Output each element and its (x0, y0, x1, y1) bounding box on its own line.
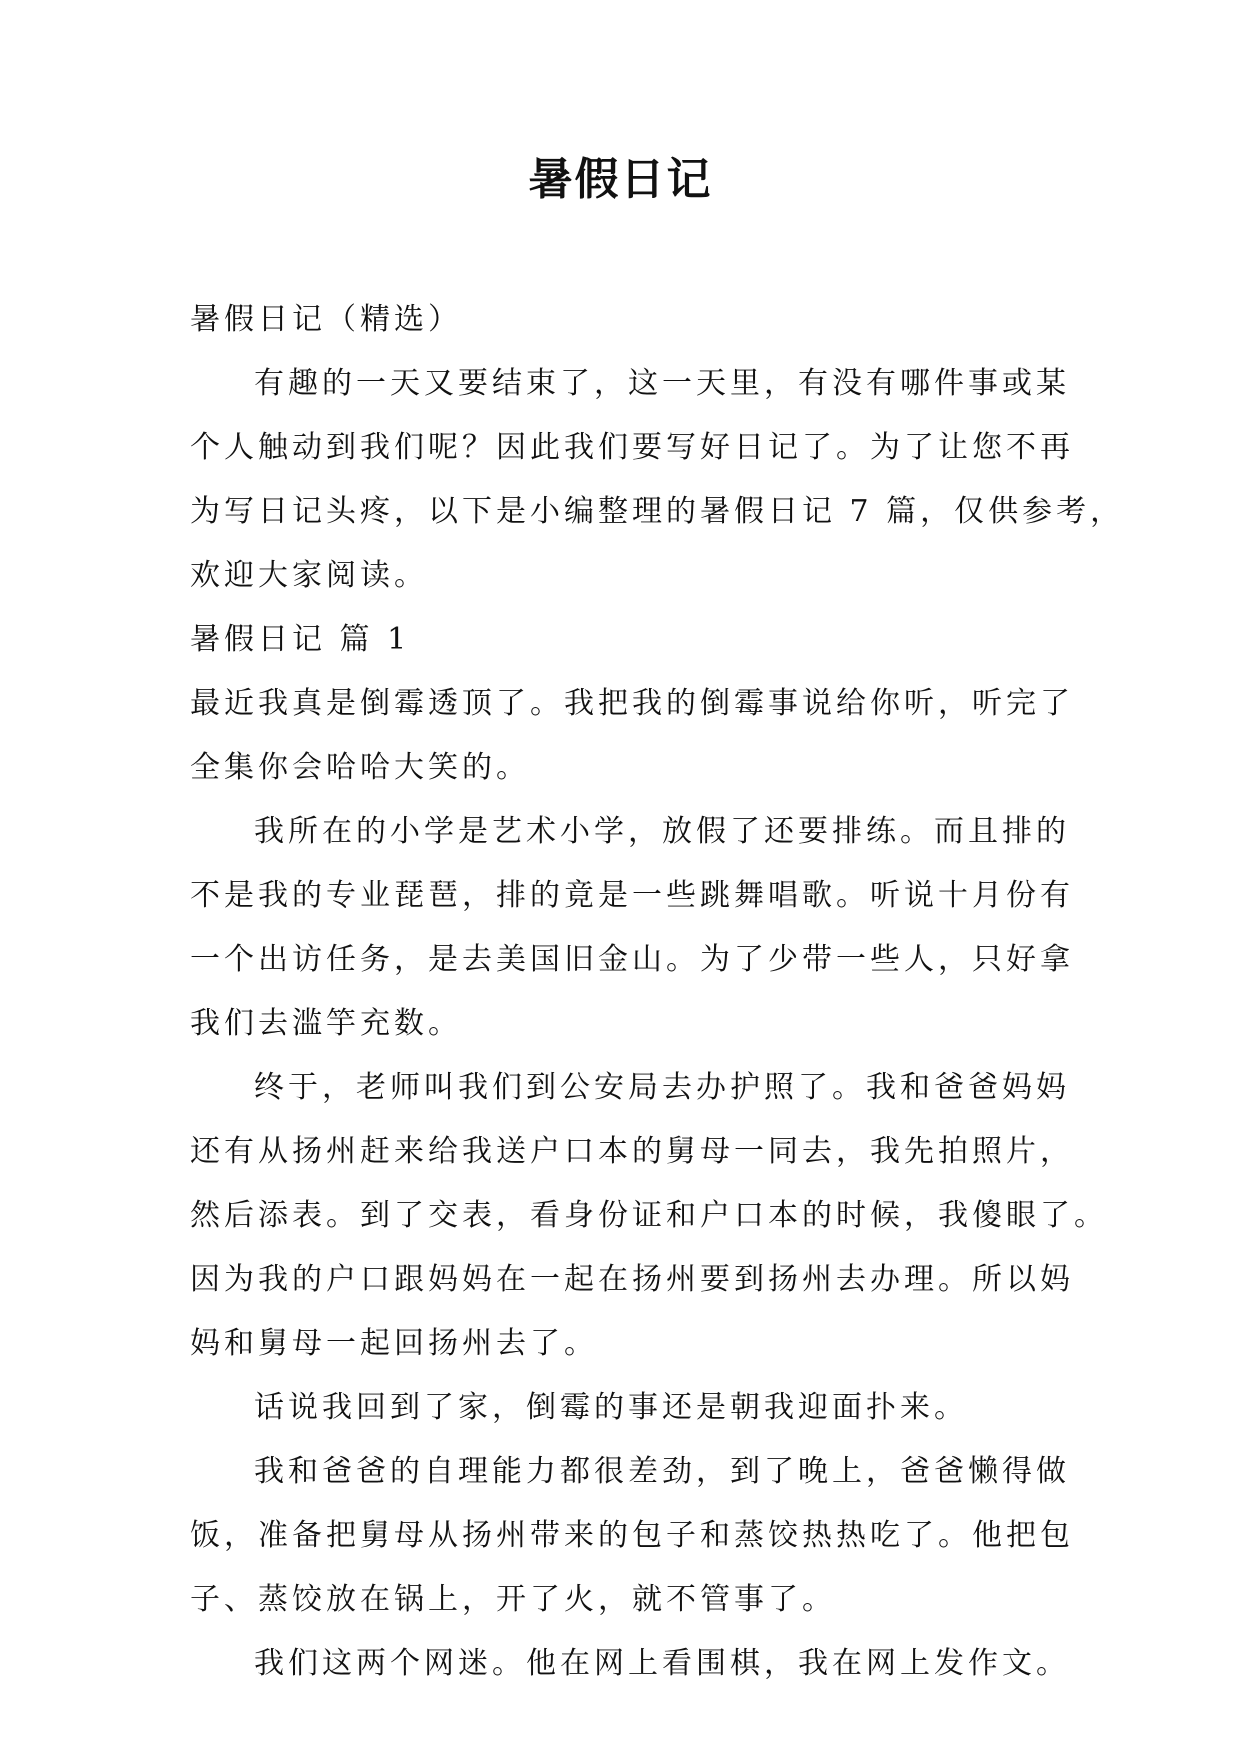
text-line: 为写日记头疼，以下是小编整理的暑假日记 7 篇，仅供参考， (190, 494, 1125, 529)
text-line: 暑假日记 篇 1 (190, 622, 411, 657)
text-line: 有趣的一天又要结束了，这一天里，有没有哪件事或某 (254, 366, 1070, 401)
text-line: 最近我真是倒霉透顶了。我把我的倒霉事说给你听，听完了 (190, 686, 1074, 721)
text-line: 一个出访任务，是去美国旧金山。为了少带一些人，只好拿 (190, 942, 1074, 977)
text-line: 我们这两个网迷。他在网上看围棋，我在网上发作文。 (254, 1646, 1070, 1681)
text-line: 因为我的户口跟妈妈在一起在扬州要到扬州去办理。所以妈 (190, 1262, 1074, 1297)
text-line: 妈和舅母一起回扬州去了。 (190, 1326, 598, 1361)
text-line: 个人触动到我们呢？因此我们要写好日记了。为了让您不再 (190, 430, 1074, 465)
text-line: 我们去滥竽充数。 (190, 1006, 462, 1041)
text-line: 不是我的专业琵琶，排的竟是一些跳舞唱歌。听说十月份有 (190, 878, 1074, 913)
text-line: 全集你会哈哈大笑的。 (190, 750, 530, 785)
document-title: 暑假日记 (528, 154, 713, 205)
text-line: 子、蒸饺放在锅上，开了火，就不管事了。 (190, 1582, 836, 1617)
text-line: 我和爸爸的自理能力都很差劲，到了晚上，爸爸懒得做 (254, 1454, 1070, 1489)
text-line: 暑假日记（精选） (190, 302, 462, 337)
document-body (190, 288, 1125, 1696)
text-line: 话说我回到了家，倒霉的事还是朝我迎面扑来。 (254, 1390, 968, 1425)
text-line: 终于，老师叫我们到公安局去办护照了。我和爸爸妈妈 (254, 1070, 1070, 1105)
text-line: 饭，准备把舅母从扬州带来的包子和蒸饺热热吃了。他把包 (190, 1518, 1074, 1553)
text-line: 然后添表。到了交表，看身份证和户口本的时候，我傻眼了。 (190, 1198, 1108, 1233)
text-line: 还有从扬州赶来给我送户口本的舅母一同去，我先拍照片， (190, 1134, 1074, 1169)
text-line: 我所在的小学是艺术小学，放假了还要排练。而且排的 (254, 814, 1070, 849)
text-line: 欢迎大家阅读。 (190, 558, 428, 593)
